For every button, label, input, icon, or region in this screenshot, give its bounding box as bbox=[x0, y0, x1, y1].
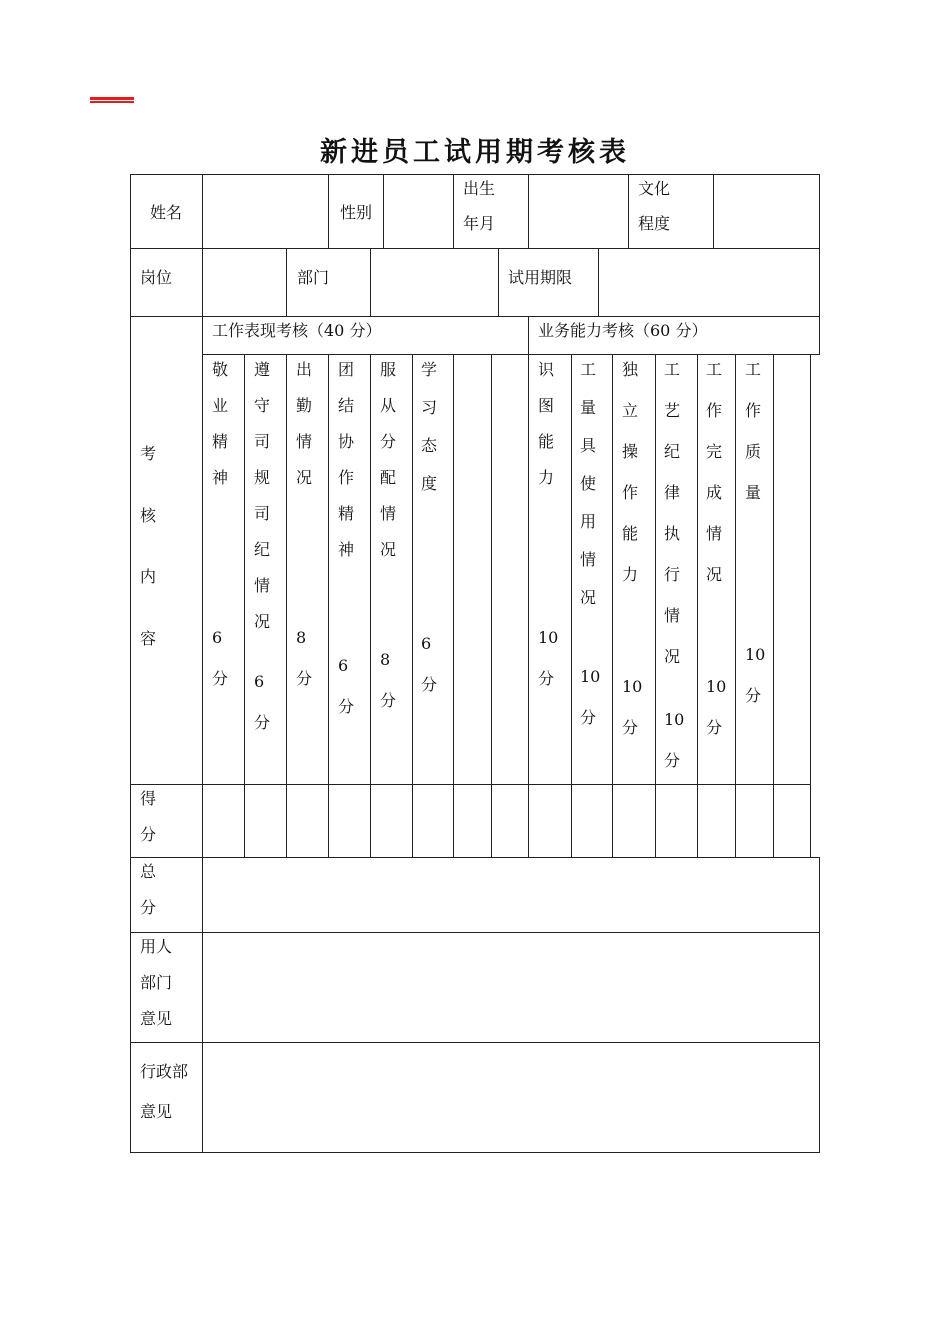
criterion-name: 完 bbox=[706, 442, 723, 461]
criterion-name: 结 bbox=[338, 396, 355, 415]
criterion-score: 6 bbox=[338, 656, 349, 675]
criterion-name: 工 bbox=[706, 360, 723, 379]
criterion-name: 况 bbox=[664, 647, 681, 666]
department-label: 部门 bbox=[297, 268, 330, 287]
criterion-score-unit: 分 bbox=[664, 751, 681, 770]
criterion-name: 服 bbox=[380, 360, 397, 379]
assessment-content-label: 容 bbox=[140, 628, 157, 648]
department-opinion-label: 用人 bbox=[140, 937, 173, 956]
score-row-top-rule bbox=[130, 784, 811, 785]
criterion-name: 工 bbox=[664, 360, 681, 379]
item-column-rule bbox=[370, 354, 371, 858]
criterion-name: 精 bbox=[338, 504, 355, 523]
birth-date-label: 年月 bbox=[463, 214, 496, 233]
position-label: 岗位 bbox=[140, 268, 173, 287]
criterion-score-unit: 分 bbox=[254, 713, 271, 732]
item-column-rule bbox=[412, 354, 413, 858]
criterion-name: 神 bbox=[212, 468, 229, 487]
criterion-name: 守 bbox=[254, 396, 271, 415]
criterion-name: 情 bbox=[296, 432, 313, 451]
table-bottom-border bbox=[130, 1152, 820, 1153]
basic-info-column-rule bbox=[628, 174, 629, 249]
criterion-name: 量 bbox=[745, 483, 762, 502]
criterion-name: 从 bbox=[380, 396, 397, 415]
criterion-score-unit: 分 bbox=[622, 718, 639, 737]
criterion-name: 纪 bbox=[254, 540, 271, 559]
row-divider-basic-info bbox=[130, 248, 820, 249]
criterion-score: 8 bbox=[380, 650, 391, 669]
education-label: 程度 bbox=[638, 214, 671, 233]
criterion-score: 10 bbox=[580, 667, 601, 686]
criterion-score-unit: 分 bbox=[580, 708, 597, 727]
criterion-score-unit: 分 bbox=[421, 675, 438, 694]
criterion-name: 能 bbox=[622, 524, 639, 543]
basic-info-column-rule bbox=[819, 174, 820, 249]
criterion-name: 行 bbox=[664, 565, 681, 584]
probation-period-label: 试用期限 bbox=[508, 268, 573, 287]
item-column-rule bbox=[810, 354, 811, 858]
criterion-name: 质 bbox=[745, 442, 762, 461]
score-row-label: 分 bbox=[140, 825, 157, 844]
criterion-score-unit: 分 bbox=[538, 669, 555, 688]
criterion-score-unit: 分 bbox=[745, 686, 762, 705]
item-column-rule bbox=[202, 354, 203, 858]
item-column-rule bbox=[735, 354, 736, 858]
item-column-rule bbox=[697, 354, 698, 858]
item-column-rule bbox=[453, 354, 454, 858]
item-column-rule bbox=[286, 354, 287, 858]
item-column-rule bbox=[571, 354, 572, 858]
criterion-name: 协 bbox=[338, 432, 355, 451]
criterion-name: 情 bbox=[254, 576, 271, 595]
criterion-name: 具 bbox=[580, 436, 597, 455]
criterion-name: 神 bbox=[338, 540, 355, 559]
criterion-name: 出 bbox=[296, 360, 313, 379]
criterion-name: 使 bbox=[580, 474, 597, 493]
criterion-name: 情 bbox=[580, 550, 597, 569]
basic-info-column-rule bbox=[202, 174, 203, 249]
dept-opinion-bottom-rule bbox=[130, 1042, 820, 1043]
admin-opinion-label: 意见 bbox=[140, 1102, 173, 1121]
criterion-name: 作 bbox=[622, 483, 639, 502]
admin-opinion-label: 行政部 bbox=[140, 1062, 189, 1081]
criterion-score: 10 bbox=[622, 677, 643, 696]
position-column-rule bbox=[819, 248, 820, 317]
table-right-border bbox=[819, 316, 820, 355]
criterion-name: 勤 bbox=[296, 396, 313, 415]
criterion-name: 作 bbox=[706, 401, 723, 420]
header-split-rule bbox=[528, 316, 529, 355]
criterion-name: 况 bbox=[706, 565, 723, 584]
criterion-name: 艺 bbox=[664, 401, 681, 420]
criterion-name: 况 bbox=[254, 612, 271, 631]
criterion-name: 况 bbox=[580, 588, 597, 607]
criterion-name: 图 bbox=[538, 396, 555, 415]
criterion-name: 独 bbox=[622, 360, 639, 379]
page-title: 新进员工试用期考核表 bbox=[320, 137, 630, 168]
criterion-score-unit: 分 bbox=[380, 691, 397, 710]
criterion-score: 6 bbox=[421, 634, 432, 653]
score-row-bottom-rule bbox=[130, 857, 820, 858]
criterion-name: 立 bbox=[622, 401, 639, 420]
basic-info-column-rule bbox=[130, 174, 131, 249]
criterion-name: 识 bbox=[538, 360, 555, 379]
criterion-name: 习 bbox=[421, 398, 438, 417]
criterion-name: 司 bbox=[254, 432, 271, 451]
assessment-content-label: 内 bbox=[140, 567, 157, 586]
criterion-name: 情 bbox=[380, 504, 397, 523]
item-column-rule bbox=[491, 354, 492, 858]
total-score-label: 总 bbox=[140, 862, 157, 881]
table-left-border bbox=[130, 316, 131, 1153]
criterion-name: 态 bbox=[421, 436, 438, 455]
criterion-name: 规 bbox=[254, 468, 271, 487]
criterion-name: 况 bbox=[296, 468, 313, 487]
position-column-rule bbox=[130, 248, 131, 317]
criterion-score-unit: 分 bbox=[296, 669, 313, 688]
department-opinion-label: 意见 bbox=[140, 1009, 173, 1028]
criterion-name: 敬 bbox=[212, 360, 229, 379]
gender-label: 性别 bbox=[340, 203, 373, 222]
criterion-name: 作 bbox=[745, 401, 762, 420]
item-column-rule bbox=[655, 354, 656, 858]
item-column-rule bbox=[528, 354, 529, 858]
position-column-rule bbox=[202, 248, 203, 317]
row-divider-position bbox=[130, 316, 820, 317]
performance-assessment-header: 工作表现考核（40 分） bbox=[212, 321, 382, 340]
criterion-name: 司 bbox=[254, 504, 271, 523]
criterion-score-unit: 分 bbox=[706, 718, 723, 737]
basic-info-column-rule bbox=[713, 174, 714, 249]
criterion-name: 力 bbox=[538, 468, 555, 487]
criterion-score-unit: 分 bbox=[212, 669, 229, 688]
assessment-content-label: 核 bbox=[140, 505, 157, 525]
item-column-rule bbox=[244, 354, 245, 858]
basic-info-column-rule bbox=[328, 174, 329, 249]
criterion-name: 情 bbox=[664, 606, 681, 625]
criterion-name: 成 bbox=[706, 483, 723, 502]
criterion-name: 情 bbox=[706, 524, 723, 543]
criterion-score: 10 bbox=[664, 710, 685, 729]
criterion-name: 团 bbox=[338, 360, 355, 379]
position-column-rule bbox=[598, 248, 599, 317]
basic-info-column-rule bbox=[528, 174, 529, 249]
criterion-name: 执 bbox=[664, 524, 681, 543]
item-column-rule bbox=[773, 354, 774, 858]
department-opinion-label: 部门 bbox=[140, 973, 173, 992]
name-label: 姓名 bbox=[150, 203, 183, 222]
total-score-label: 分 bbox=[140, 898, 157, 917]
criterion-score: 6 bbox=[212, 628, 223, 647]
criterion-name: 量 bbox=[580, 398, 597, 417]
education-label: 文化 bbox=[638, 179, 671, 198]
criterion-name: 操 bbox=[622, 442, 639, 461]
criterion-score: 10 bbox=[538, 628, 559, 647]
position-column-rule bbox=[370, 248, 371, 317]
criterion-name: 工 bbox=[580, 360, 597, 379]
criterion-name: 精 bbox=[212, 432, 229, 451]
criterion-score: 10 bbox=[706, 677, 727, 696]
item-column-rule bbox=[612, 354, 613, 858]
criterion-name: 作 bbox=[338, 468, 355, 487]
criterion-name: 分 bbox=[380, 432, 397, 451]
position-column-rule bbox=[498, 248, 499, 317]
table-right-border bbox=[819, 857, 820, 1153]
criterion-name: 纪 bbox=[664, 442, 681, 461]
criterion-score: 8 bbox=[296, 628, 307, 647]
criterion-name: 学 bbox=[421, 360, 438, 379]
assessment-content-label: 考 bbox=[140, 444, 157, 463]
criterion-name: 用 bbox=[580, 512, 597, 531]
criterion-name: 能 bbox=[538, 432, 555, 451]
basic-info-column-rule bbox=[453, 174, 454, 249]
score-row-label: 得 bbox=[140, 789, 157, 808]
criterion-name: 配 bbox=[380, 468, 397, 487]
criterion-name: 况 bbox=[380, 540, 397, 559]
criterion-name: 力 bbox=[622, 565, 639, 584]
header-row-divider bbox=[202, 354, 820, 355]
basic-info-column-rule bbox=[383, 174, 384, 249]
criterion-name: 度 bbox=[421, 474, 438, 493]
birth-date-label: 出生 bbox=[463, 179, 496, 198]
item-column-rule bbox=[328, 354, 329, 858]
criterion-score: 6 bbox=[254, 672, 265, 691]
position-column-rule bbox=[286, 248, 287, 317]
total-row-bottom-rule bbox=[130, 932, 820, 933]
ability-assessment-header: 业务能力考核（60 分） bbox=[538, 321, 708, 340]
criterion-name: 工 bbox=[745, 360, 762, 379]
criterion-name: 律 bbox=[664, 483, 681, 502]
criterion-name: 业 bbox=[212, 396, 229, 415]
criterion-score: 10 bbox=[745, 645, 766, 664]
table-top-border bbox=[130, 174, 820, 175]
criterion-score-unit: 分 bbox=[338, 697, 355, 716]
criterion-name: 遵 bbox=[254, 360, 271, 379]
